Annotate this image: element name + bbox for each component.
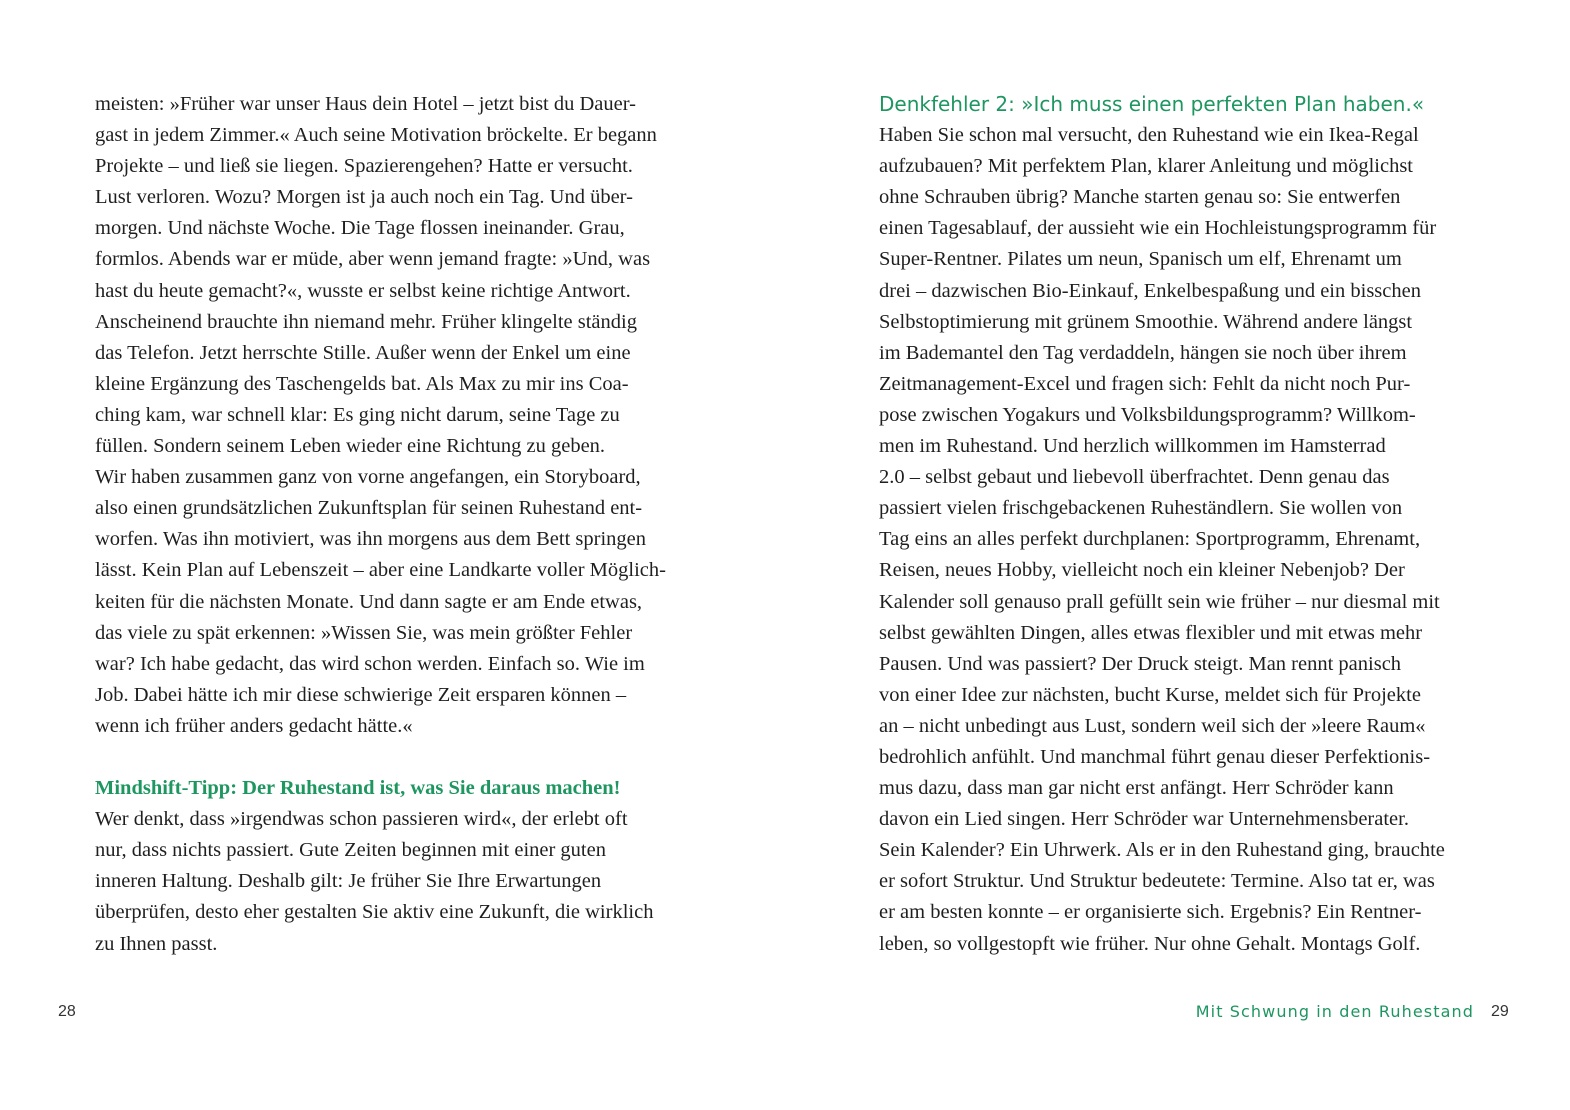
left-text-column bbox=[95, 89, 735, 960]
body-line: von einer Idee zur nächsten, bucht Kurse, meldet sich für Projekte bbox=[879, 683, 1421, 706]
body-line: das Telefon. Jetzt herrschte Stille. Außer wenn der Enkel um eine bbox=[95, 341, 631, 364]
body-line: im Bademantel den Tag verdaddeln, hängen sie noch über ihrem bbox=[879, 341, 1407, 364]
body-line: worfen. Was ihn motiviert, was ihn morgens aus dem Bett springen bbox=[95, 528, 647, 551]
body-line: wenn ich früher anders gedacht hätte.« bbox=[95, 714, 413, 737]
body-line: an – nicht unbedingt aus Lust, sondern weil sich der »leere Raum« bbox=[879, 714, 1426, 737]
body-line: Sein Kalender? Ein Uhrwerk. Als er in den Ruhestand ging, brauchte bbox=[879, 839, 1445, 862]
body-line: selbst gewählten Dingen, alles etwas flexibler und mit etwas mehr bbox=[879, 621, 1423, 644]
body-line: Tag eins an alles perfekt durchplanen: Sportprogramm, Ehrenamt, bbox=[879, 528, 1421, 551]
section-heading: Denkfehler 2: »Ich muss einen perfekten Plan haben.« bbox=[879, 92, 1425, 116]
body-line: war? Ich habe gedacht, das wird schon werden. Einfach so. Wie im bbox=[95, 652, 645, 675]
body-line: keiten für die nächsten Monate. Und dann sagte er am Ende etwas, bbox=[95, 590, 643, 613]
tip-line: inneren Haltung. Deshalb gilt: Je früher Sie Ihre Erwartungen bbox=[95, 870, 602, 893]
body-line: Haben Sie schon mal versucht, den Ruhestand wie ein Ikea-Regal bbox=[879, 124, 1419, 147]
right-page bbox=[785, 0, 1570, 1110]
page-number-left: 28 bbox=[58, 1003, 76, 1020]
tip-line: überprüfen, desto eher gestalten Sie aktiv eine Zukunft, die wirklich bbox=[95, 901, 654, 924]
body-line: meisten: »Früher war unser Haus dein Hotel – jetzt bist du Dauer- bbox=[95, 93, 636, 115]
body-line: morgen. Und nächste Woche. Die Tage flossen ineinander. Grau, bbox=[95, 217, 625, 240]
body-line: Projekte – und ließ sie liegen. Spazierengehen? Hatte er versucht. bbox=[95, 155, 633, 178]
body-line: Anscheinend brauchte ihn niemand mehr. Früher klingelte ständig bbox=[95, 310, 637, 333]
body-line: men im Ruhestand. Und herzlich willkommen im Hamsterrad bbox=[879, 435, 1386, 458]
tip-line: zu Ihnen passt. bbox=[95, 932, 218, 955]
tip-line: nur, dass nichts passiert. Gute Zeiten beginnen mit einer guten bbox=[95, 839, 606, 862]
body-line: bedrohlich anfühlt. Und manchmal führt genau dieser Perfektionis- bbox=[879, 745, 1431, 768]
mindshift-tip-heading: Mindshift-Tipp: Der Ruhestand ist, was Sie daraus machen! bbox=[95, 777, 621, 800]
body-line: Wir haben zusammen ganz von vorne angefangen, ein Storyboard, bbox=[95, 466, 641, 489]
body-line: also einen grundsätzlichen Zukunftsplan für seinen Ruhestand ent- bbox=[95, 497, 643, 520]
body-line: pose zwischen Yogakurs und Volksbildungsprogramm? Willkom- bbox=[879, 403, 1416, 426]
body-line: ching kam, war schnell klar: Es ging nicht darum, seine Tage zu bbox=[95, 403, 620, 426]
body-line: ohne Schrauben übrig? Manche starten genau so: Sie entwerfen bbox=[879, 186, 1401, 209]
body-line: Lust verloren. Wozu? Morgen ist ja auch noch ein Tag. Und über- bbox=[95, 186, 633, 209]
body-line: gast in jedem Zimmer.« Auch seine Motivation bröckelte. Er begann bbox=[95, 124, 657, 147]
body-line: kleine Ergänzung des Taschengelds bat. Als Max zu mir ins Coa- bbox=[95, 372, 629, 395]
body-line: passiert vielen frischgebackenen Ruheständlern. Sie wollen von bbox=[879, 497, 1403, 520]
body-line: drei – dazwischen Bio-Einkauf, Enkelbespaßung und ein bisschen bbox=[879, 279, 1421, 302]
body-line: aufzubauen? Mit perfektem Plan, klarer Anleitung und möglichst bbox=[879, 155, 1413, 178]
body-line: Reisen, neues Hobby, vielleicht noch ein kleiner Nebenjob? Der bbox=[879, 559, 1405, 582]
body-line: einen Tagesablauf, der aussieht wie ein Hochleistungsprogramm für bbox=[879, 217, 1437, 240]
body-line: leben, so vollgestopft wie früher. Nur ohne Gehalt. Montags Golf. bbox=[879, 932, 1421, 955]
body-line: füllen. Sondern seinem Leben wieder eine Richtung zu geben. bbox=[95, 435, 606, 458]
page-number-right: 29 bbox=[1491, 1003, 1509, 1020]
body-line: hast du heute gemacht?«, wusste er selbst keine richtige Antwort. bbox=[95, 279, 631, 302]
tip-line: Wer denkt, dass »irgendwas schon passieren wird«, der erlebt oft bbox=[95, 808, 628, 831]
right-text-column bbox=[879, 89, 1539, 960]
body-line: Kalender soll genauso prall gefüllt sein wie früher – nur diesmal mit bbox=[879, 590, 1440, 613]
running-head: Mit Schwung in den Ruhestand bbox=[1195, 1002, 1474, 1021]
body-line: lässt. Kein Plan auf Lebenszeit – aber eine Landkarte voller Möglich- bbox=[95, 559, 666, 582]
body-line: Selbstoptimierung mit grünem Smoothie. Während andere längst bbox=[879, 310, 1413, 333]
body-line: Super-Rentner. Pilates um neun, Spanisch um elf, Ehrenamt um bbox=[879, 248, 1402, 271]
body-line: Pausen. Und was passiert? Der Druck steigt. Man rennt panisch bbox=[879, 652, 1402, 675]
body-line: das viele zu spät erkennen: »Wissen Sie, was mein größter Fehler bbox=[95, 621, 633, 644]
body-line: er am besten konnte – er organisierte sich. Ergebnis? Ein Rentner- bbox=[879, 901, 1422, 924]
body-line: formlos. Abends war er müde, aber wenn jemand fragte: »Und, was bbox=[95, 248, 651, 271]
body-line: er sofort Struktur. Und Struktur bedeutete: Termine. Also tat er, was bbox=[879, 870, 1435, 893]
body-line: davon ein Lied singen. Herr Schröder war Unternehmensberater. bbox=[879, 808, 1409, 831]
paragraph-spacer bbox=[95, 742, 735, 773]
body-line: Job. Dabei hätte ich mir diese schwierige Zeit ersparen können – bbox=[95, 683, 627, 706]
body-line: mus dazu, dass man gar nicht erst anfängt. Herr Schröder kann bbox=[879, 777, 1394, 800]
body-line: 2.0 – selbst gebaut und liebevoll überfrachtet. Denn genau das bbox=[879, 466, 1390, 489]
body-line: Zeitmanagement-Excel und fragen sich: Fehlt da nicht noch Pur- bbox=[879, 372, 1411, 395]
